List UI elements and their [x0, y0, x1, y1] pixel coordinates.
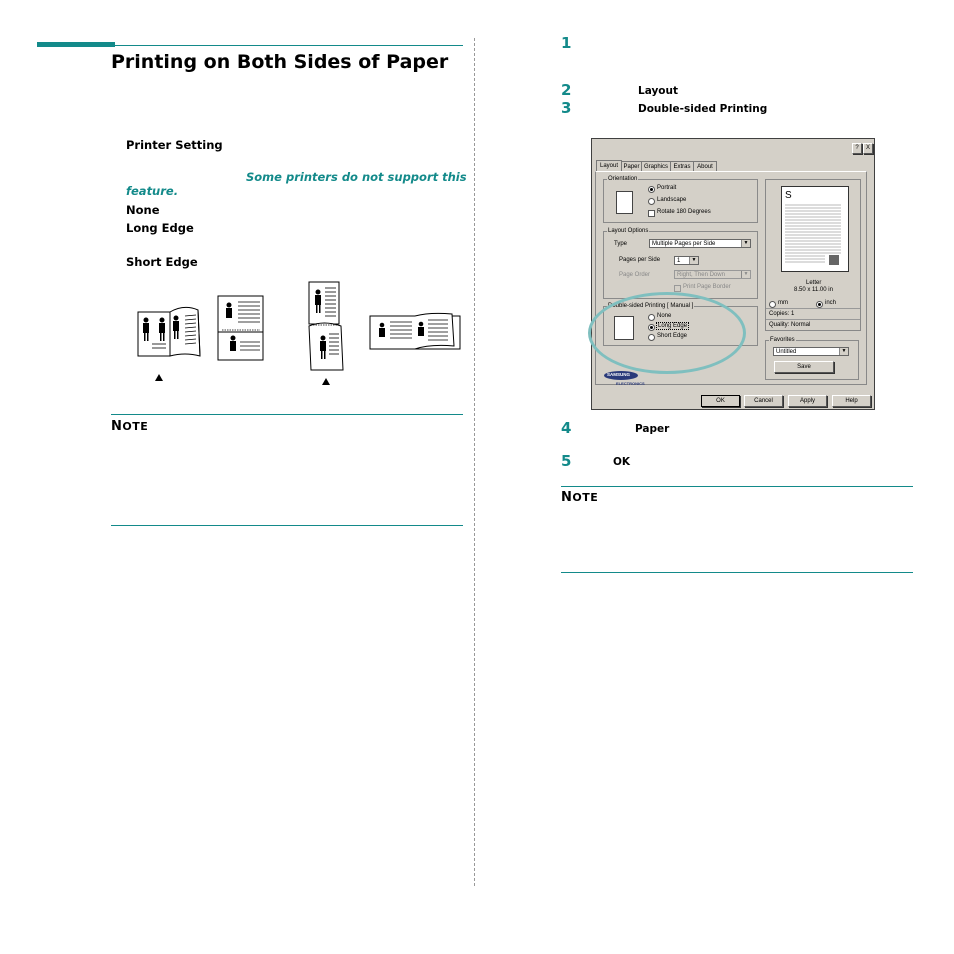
- tab-about[interactable]: About: [693, 161, 717, 172]
- pages-per-side-label: Pages per Side: [619, 257, 661, 263]
- chevron-down-icon: ▼: [839, 348, 848, 355]
- close-title-button[interactable]: X: [863, 143, 873, 154]
- page-order-value: Right, Then Down: [677, 272, 725, 278]
- layout-options-label: Layout Options: [608, 228, 649, 234]
- portrait-page-icon: [616, 191, 633, 214]
- chevron-down-icon: ▼: [741, 240, 750, 247]
- step-5-label: OK: [613, 456, 631, 468]
- preview-paper-size: 8.50 x 11.00 in: [794, 287, 833, 293]
- favorites-save-button[interactable]: Save: [774, 361, 834, 373]
- rotate-checkbox[interactable]: [648, 210, 655, 217]
- preview-divider-1: [766, 308, 860, 309]
- favorites-select[interactable]: [773, 347, 849, 356]
- right-note-bottom-rule: [561, 572, 913, 573]
- heading-rule: [115, 45, 463, 46]
- preview-letter: S: [785, 190, 792, 201]
- tab-paper[interactable]: Paper: [621, 161, 642, 172]
- favorites-label: Favorites: [770, 337, 795, 343]
- chevron-down-icon: ▼: [689, 257, 698, 264]
- preview-paper-name: Letter: [806, 280, 822, 286]
- short-edge-pointer: [322, 378, 330, 385]
- left-note-label: [111, 419, 148, 434]
- step-3-number: 3: [561, 99, 572, 117]
- step-4-number: 4: [561, 419, 572, 437]
- help-button[interactable]: Help: [832, 395, 871, 407]
- inch-label: inch: [825, 300, 837, 306]
- page-order-select[interactable]: [674, 270, 751, 279]
- option-short-edge-label: Short Edge: [126, 255, 198, 269]
- long-edge-book-illustration: [138, 307, 200, 356]
- preview-text-lines: [785, 203, 841, 267]
- heading-accent-bar: [37, 42, 115, 47]
- tab-extras[interactable]: Extras: [670, 161, 694, 172]
- page-title: Printing on Both Sides of Paper: [111, 51, 449, 73]
- quality-text: Quality: Normal: [769, 322, 811, 328]
- landscape-label: Landscape: [657, 197, 687, 203]
- step-1-number: 1: [561, 34, 572, 52]
- preview-divider-2: [766, 319, 860, 320]
- apply-button[interactable]: Apply: [788, 395, 827, 407]
- step-3-label: Double-sided Printing: [638, 103, 768, 115]
- cancel-button[interactable]: Cancel: [744, 395, 783, 407]
- step-2-number: 2: [561, 81, 572, 99]
- step-2-label: Layout: [638, 85, 679, 97]
- orientation-label: Orientation: [608, 176, 638, 182]
- favorites-value: Untitled: [776, 349, 797, 355]
- right-note-label: [561, 490, 598, 505]
- step-5-number: 5: [561, 452, 572, 470]
- mm-radio[interactable]: [769, 301, 776, 308]
- mm-label: mm: [778, 300, 788, 306]
- copies-text: Copies: 1: [769, 311, 795, 317]
- feature-note-line2: feature.: [126, 184, 179, 198]
- pages-per-side-value: 1: [677, 258, 681, 264]
- duplex-label: Double-sided Printing [ Manual ]: [608, 303, 694, 309]
- pages-per-side-select[interactable]: [674, 256, 699, 265]
- short-edge-flip-illustration: [309, 282, 343, 370]
- right-note-top-rule: [561, 486, 913, 487]
- landscape-radio[interactable]: [648, 198, 655, 205]
- long-edge-pointer: [155, 374, 163, 381]
- left-note-initial: N: [111, 419, 123, 434]
- page-order-label: Page Order: [619, 272, 651, 278]
- duplex-illustrations: [130, 278, 470, 390]
- long-edge-flip-illustration: [218, 296, 263, 360]
- right-note-initial: N: [561, 490, 573, 505]
- tab-layout[interactable]: Layout: [596, 160, 622, 172]
- portrait-label: Portrait: [657, 185, 677, 191]
- electronics-text: ELECTRONICS: [616, 381, 645, 386]
- favorites-group: [765, 337, 859, 380]
- type-select[interactable]: [649, 239, 751, 248]
- duplex-highlight-ellipse: [588, 292, 746, 374]
- ok-button[interactable]: OK: [701, 395, 740, 407]
- option-long-edge-label: Long Edge: [126, 221, 194, 235]
- duplex-none-label: None: [657, 313, 672, 319]
- portrait-radio[interactable]: [648, 186, 655, 193]
- left-note-rest: OTE: [122, 420, 149, 433]
- samsung-logo-text: SAMSUNG: [607, 372, 631, 377]
- chevron-down-icon: ▼: [741, 271, 750, 278]
- print-border-label: Print Page Border: [683, 284, 731, 290]
- print-border-checkbox[interactable]: [674, 285, 681, 292]
- left-note-bottom-rule: [111, 525, 463, 526]
- feature-note-line1: Some printers do not support this: [246, 170, 467, 184]
- option-none-label: None: [126, 203, 160, 217]
- duplex-long-edge-label: Long Edge: [658, 323, 688, 329]
- step-4-label: Paper: [635, 423, 670, 435]
- type-select-value: Multiple Pages per Side: [652, 241, 716, 247]
- type-label: Type: [614, 241, 628, 247]
- rotate-label: Rotate 180 Degrees: [657, 209, 711, 215]
- tab-graphics[interactable]: Graphics: [641, 161, 671, 172]
- right-note-rest: OTE: [572, 491, 599, 504]
- help-title-button[interactable]: ?: [852, 143, 862, 154]
- printer-setting-label: Printer Setting: [126, 138, 223, 152]
- column-divider: [474, 38, 475, 886]
- left-note-top-rule: [111, 414, 463, 415]
- short-edge-booklet-illustration: [370, 313, 460, 349]
- inch-radio[interactable]: [816, 301, 823, 308]
- duplex-short-edge-label: Short Edge: [657, 333, 688, 339]
